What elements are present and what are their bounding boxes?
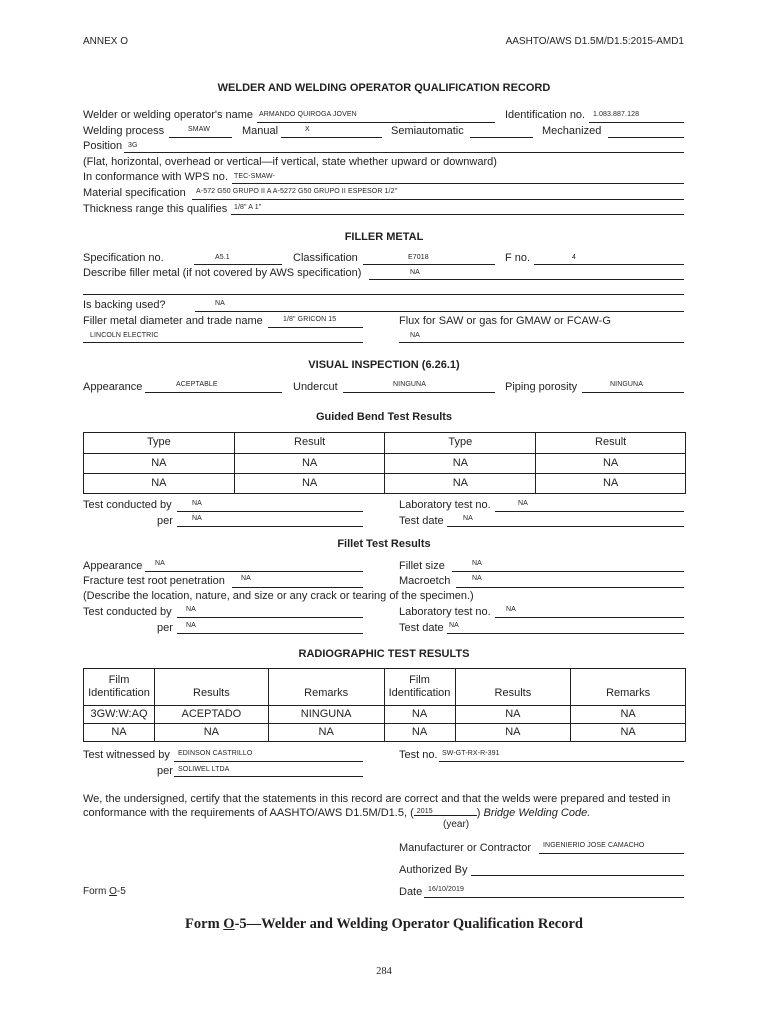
classification-value: E7018	[408, 254, 429, 261]
test-no-line[interactable]	[439, 761, 684, 762]
table-cell[interactable]: NA	[571, 706, 686, 724]
describe-filler-line[interactable]	[369, 279, 684, 280]
backing-label: Is backing used?	[83, 299, 166, 311]
wps-value: TEC-SMAW-	[234, 173, 275, 180]
wps-label: In conformance with WPS no.	[83, 171, 228, 183]
fillet-size-line[interactable]	[452, 571, 684, 572]
welding-process-label: Welding process	[83, 125, 165, 137]
table-header: Results	[154, 669, 268, 706]
form-label-prefix: Form	[83, 886, 110, 897]
filler-diameter-value: 1/8" GRICON 15	[283, 316, 337, 323]
date-label: Date	[399, 886, 423, 898]
certify-code-name: Bridge Welding Code.	[483, 807, 591, 819]
fillet-date-line[interactable]	[447, 633, 684, 634]
identification-line[interactable]	[589, 122, 684, 123]
column-header-line: Film	[108, 673, 130, 686]
test-no-value: SW-GT-RX-R-391	[442, 750, 500, 757]
witnessed-label: Test witnessed by	[83, 749, 170, 761]
guided-bend-header-row	[84, 433, 686, 454]
table-row	[84, 706, 686, 724]
certify-text-close: )	[476, 807, 481, 819]
table-cell[interactable]: NA	[84, 474, 235, 494]
form-caption-letter: O	[223, 916, 235, 932]
table-header: Type	[84, 433, 235, 454]
undercut-label: Undercut	[293, 381, 338, 393]
guided-bend-heading: Guided Bend Test Results	[315, 411, 453, 423]
table-cell[interactable]: NA	[84, 724, 155, 742]
fillet-date-value: NA	[449, 622, 459, 629]
table-cell[interactable]: NA	[384, 706, 455, 724]
piping-porosity-label: Piping porosity	[505, 381, 578, 393]
table-header: Result	[234, 433, 385, 454]
radio-per-line[interactable]	[174, 776, 363, 777]
bend-conducted-value: NA	[192, 500, 202, 507]
appearance-line[interactable]	[145, 392, 282, 393]
classification-label: Classification	[293, 252, 358, 264]
f-no-value: 4	[572, 254, 576, 261]
thickness-range-line[interactable]	[231, 214, 684, 215]
flux-value: NA	[410, 332, 420, 339]
test-no-label: Test no.	[399, 749, 438, 761]
table-header: Remarks	[268, 669, 384, 706]
material-spec-value: A-572 G50 GRUPO II A A-5272 G50 GRUPO II ESPESOR 1/2"	[196, 188, 398, 195]
identification-value: 1.083.887.128	[593, 111, 640, 118]
table-header: Type	[385, 433, 536, 454]
f-no-label: F no.	[505, 252, 531, 264]
witnessed-value: EDINSON CASTRILLO	[178, 750, 253, 757]
guided-bend-table	[83, 432, 686, 494]
radiographic-table	[83, 668, 686, 742]
fillet-size-value: NA	[472, 560, 482, 567]
table-header	[84, 669, 155, 706]
certify-text-line-1: We, the undersigned, certify that the statements in this record are correct and that the welds were prepared and tested in	[83, 793, 671, 805]
fillet-appearance-label: Appearance	[83, 560, 143, 572]
bend-lab-value: NA	[518, 500, 528, 507]
undercut-line[interactable]	[343, 392, 495, 393]
filler-metal-heading: FILLER METAL	[344, 231, 424, 243]
table-header: Remarks	[571, 669, 686, 706]
fillet-lab-line[interactable]	[495, 617, 684, 618]
piping-porosity-line[interactable]	[582, 392, 684, 393]
fracture-value: NA	[241, 575, 251, 582]
bend-date-value: NA	[463, 515, 473, 522]
table-cell[interactable]: 3GW:W:AQ	[84, 706, 155, 724]
table-cell[interactable]: NA	[268, 724, 384, 742]
form-caption-suffix: -5—Welder and Welding Operator Qualification Record	[234, 916, 583, 932]
backing-value: NA	[215, 300, 225, 307]
form-caption-prefix: Form	[185, 916, 224, 932]
manual-label: Manual	[242, 125, 279, 137]
certify-text-prefix: conformance with the requirements of AASHTO/AWS D1.5M/D1.5, (	[83, 807, 414, 819]
bend-per-line[interactable]	[177, 526, 363, 527]
table-cell[interactable]: NA	[455, 724, 571, 742]
table-cell[interactable]: NA	[455, 706, 571, 724]
standard-label: AASHTO/AWS D1.5M/D1.5:2015-AMD1	[505, 36, 684, 47]
material-spec-label: Material specification	[83, 187, 186, 199]
specification-no-label: Specification no.	[83, 252, 164, 264]
year-field[interactable]	[414, 806, 477, 816]
filler-trade-name-value: LINCOLN ELECTRIC	[90, 332, 159, 339]
table-row	[84, 474, 686, 494]
table-cell[interactable]: NA	[154, 724, 268, 742]
welding-process-value: SMAW	[188, 126, 210, 133]
fillet-size-label: Fillet size	[399, 560, 445, 572]
appearance-label: Appearance	[83, 381, 143, 393]
fillet-lab-value: NA	[506, 606, 516, 613]
semiautomatic-line[interactable]	[470, 137, 533, 138]
describe-filler-label: Describe filler metal (if not covered by AWS specification)	[83, 267, 362, 279]
fillet-lab-label: Laboratory test no.	[399, 606, 491, 618]
table-header	[384, 669, 455, 706]
radiographic-heading: RADIOGRAPHIC TEST RESULTS	[298, 648, 470, 660]
table-cell[interactable]: NA	[385, 454, 536, 474]
table-cell[interactable]: NA	[536, 474, 686, 494]
fillet-per-value: NA	[186, 622, 196, 629]
thickness-range-label: Thickness range this qualifies	[83, 203, 228, 215]
date-line[interactable]	[424, 897, 684, 898]
macroetch-label: Macroetch	[399, 575, 451, 587]
radio-per-label: per	[157, 765, 173, 777]
filler-trade-name-line[interactable]	[83, 342, 363, 343]
form-label-suffix: -5	[116, 886, 126, 897]
semiautomatic-label: Semiautomatic	[391, 125, 464, 137]
fillet-date-label: Test date	[399, 622, 444, 634]
welder-name-value: ARMANDO QUIROGA JOVEN	[259, 111, 357, 118]
manual-line[interactable]	[281, 137, 382, 138]
bend-per-value: NA	[192, 515, 202, 522]
page-number: 284	[376, 966, 392, 977]
table-header: Result	[536, 433, 686, 454]
table-cell[interactable]: NA	[571, 724, 686, 742]
piping-porosity-value: NINGUNA	[610, 381, 643, 388]
wps-line[interactable]	[232, 183, 684, 184]
bend-per-label: per	[157, 515, 173, 527]
table-row	[84, 454, 686, 474]
fillet-per-label: per	[157, 622, 173, 634]
welding-process-line[interactable]	[169, 137, 232, 138]
identification-label: Identification no.	[505, 109, 586, 121]
macroetch-value: NA	[472, 575, 482, 582]
bend-conducted-line[interactable]	[177, 511, 363, 512]
table-row	[84, 724, 686, 742]
bend-lab-line[interactable]	[495, 511, 684, 512]
mechanized-line[interactable]	[608, 137, 684, 138]
manufacturer-line[interactable]	[539, 853, 684, 854]
mechanized-label: Mechanized	[542, 125, 602, 137]
welder-name-label: Welder or welding operator's name	[83, 109, 254, 121]
f-no-line[interactable]	[534, 264, 684, 265]
year-label: (year)	[443, 819, 470, 830]
manual-value: X	[305, 126, 310, 133]
table-cell[interactable]: NA	[385, 474, 536, 494]
position-label: Position	[83, 140, 123, 152]
table-cell[interactable]: NA	[234, 454, 385, 474]
fracture-label: Fracture test root penetration	[83, 575, 225, 587]
authorized-by-line[interactable]	[471, 875, 684, 876]
position-note: (Flat, horizontal, overhead or vertical—if vertical, state whether upward or downward)	[83, 156, 497, 168]
form-caption	[0, 917, 768, 932]
bend-lab-label: Laboratory test no.	[399, 499, 491, 511]
describe-filler-line-2[interactable]	[83, 294, 684, 295]
table-cell[interactable]: NA	[84, 454, 235, 474]
year-value: 2015	[416, 808, 433, 815]
manufacturer-value: INGENIERIO JOSE CAMACHO	[543, 842, 645, 849]
fillet-describe-note: (Describe the location, nature, and size or any crack or tearing of the specimen.)	[83, 590, 474, 602]
describe-filler-value: NA	[410, 269, 420, 276]
bend-conducted-label: Test conducted by	[83, 499, 172, 511]
fillet-test-heading: Fillet Test Results	[337, 538, 431, 550]
backing-line[interactable]	[195, 311, 684, 312]
form-label	[83, 887, 126, 897]
flux-label: Flux for SAW or gas for GMAW or FCAW-G	[399, 315, 611, 327]
fillet-per-line[interactable]	[177, 633, 363, 634]
table-cell[interactable]: NA	[384, 724, 455, 742]
appearance-value: ACEPTABLE	[176, 381, 218, 388]
table-cell[interactable]: ACEPTADO	[154, 706, 268, 724]
column-header-line: Identification	[88, 687, 150, 699]
authorized-by-label: Authorized By	[399, 864, 468, 876]
fillet-conducted-label: Test conducted by	[83, 606, 172, 618]
material-spec-line[interactable]	[192, 199, 684, 200]
certify-text-line-2	[83, 806, 590, 819]
date-value: 16/10/2019	[428, 886, 465, 893]
macroetch-line[interactable]	[456, 587, 684, 588]
manufacturer-label: Manufacturer or Contractor	[399, 842, 532, 854]
annex-label: ANNEX O	[83, 36, 129, 47]
radio-per-value: SOLIWEL LTDA	[178, 766, 230, 773]
column-header-line: Film	[409, 673, 430, 686]
form-label-letter: O	[109, 886, 117, 897]
classification-line[interactable]	[363, 264, 495, 265]
fracture-line[interactable]	[232, 587, 363, 588]
record-title: WELDER AND WELDING OPERATOR QUALIFICATION RECORD	[217, 82, 551, 94]
thickness-range-value: 1/8" A 1"	[234, 204, 262, 211]
position-value: 3G	[128, 142, 138, 149]
specification-no-line[interactable]	[194, 264, 282, 265]
undercut-value: NINGUNA	[393, 381, 426, 388]
flux-line[interactable]	[399, 342, 684, 343]
visual-inspection-heading: VISUAL INSPECTION (6.26.1)	[308, 359, 460, 371]
bend-date-line[interactable]	[447, 526, 684, 527]
table-cell[interactable]: NA	[536, 454, 686, 474]
fillet-appearance-value: NA	[155, 560, 165, 567]
filler-diameter-label: Filler metal diameter and trade name	[83, 315, 263, 327]
specification-no-value: A5.1	[215, 254, 230, 261]
table-cell[interactable]: NA	[234, 474, 385, 494]
welder-name-line[interactable]	[257, 122, 495, 123]
witnessed-line[interactable]	[174, 761, 363, 762]
table-cell[interactable]: NINGUNA	[268, 706, 384, 724]
column-header-line: Identification	[388, 687, 451, 699]
position-line[interactable]	[124, 152, 684, 153]
table-header: Results	[455, 669, 571, 706]
fillet-conducted-line[interactable]	[177, 617, 363, 618]
fillet-conducted-value: NA	[186, 606, 196, 613]
fillet-appearance-line[interactable]	[145, 571, 363, 572]
radiographic-header-row	[84, 669, 686, 706]
bend-date-label: Test date	[399, 515, 444, 527]
filler-diameter-line[interactable]	[268, 327, 363, 328]
